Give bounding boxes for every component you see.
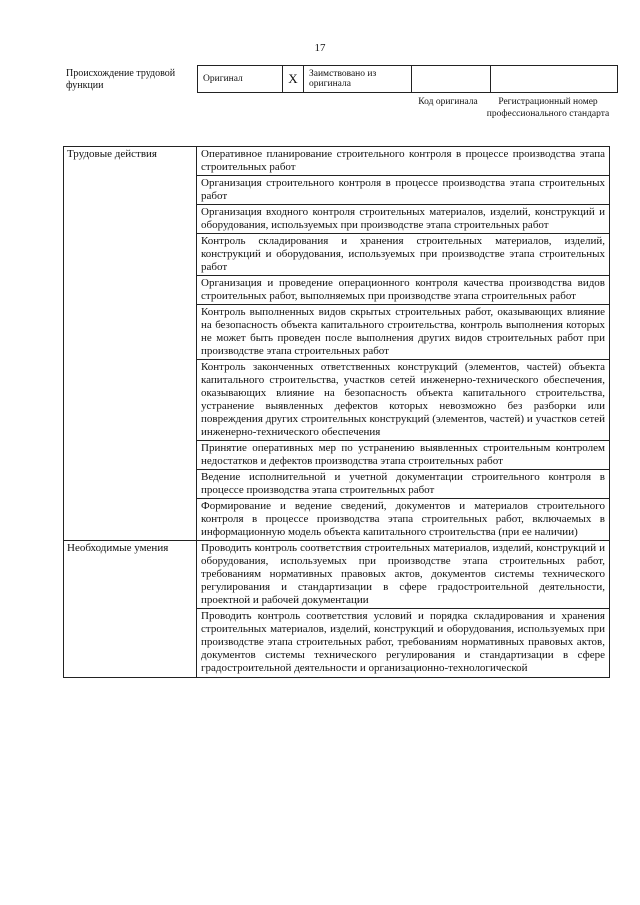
skill-item: Проводить контроль соответствия условий и порядка складирования и хранения строительных материалов, изделий, конструкций и оборудования, используемых при производстве этапа строительных работ, требованиям нормативных правовых актов, документов системы технического регулирования и стандартизации в сфере градостроительной деятельности и организационно-технологической	[197, 609, 610, 678]
skill-item: Проводить контроль соответствия строительных материалов, изделий, конструкций и оборудования, используемых при производстве этапа строительных работ, требованиям нормативных правовых актов, документов системы технического регулирования и стандартизации в сфере градостроительной деятельности, проектной и рабочей документации	[197, 541, 610, 609]
skills-category: Необходимые умения	[64, 541, 197, 678]
origin-table	[197, 65, 618, 93]
action-item: Принятие оперативных мер по устранению выявленных строительным контролем недостатков и дефектов производства этапа строительных работ	[197, 441, 610, 470]
origin-reg-number-cell	[491, 66, 618, 93]
functions-table	[63, 146, 610, 678]
origin-code-cell	[412, 66, 491, 93]
action-item: Ведение исполнительной и учетной документации строительного контроля в процессе производства этапа строительных работ	[197, 470, 610, 499]
page-number: 17	[314, 42, 326, 54]
action-item: Контроль законченных ответственных конструкций (элементов, частей) объекта капитального строительства, участков сетей инженерно-технического обеспечения, оказывающих влияние на безопасность объекта капитального строительства, устранение выявленных дефектов которых невозможно без разборки или повреждения других строительных конструкций (элементов, частей) и участков сетей инженерно-технического обеспечения	[197, 360, 610, 441]
origin-borrowed-cell: Заимствовано из оригинала	[304, 66, 412, 93]
table-row	[64, 147, 610, 176]
action-item: Контроль складирования и хранения строительных материалов, изделий, конструкций и оборудования, используемых при производстве этапа строительных работ	[197, 234, 610, 276]
table-row	[64, 541, 610, 609]
action-item: Формирование и ведение сведений, документов и материалов строительного контроля в процессе производства этапа строительных работ, включаемых в информационную модель объекта капитального строительства (при ее наличии)	[197, 499, 610, 541]
code-caption: Код оригинала	[418, 97, 478, 107]
origin-original-cell: Оригинал	[198, 66, 283, 93]
origin-label: Происхождение трудовой функции	[66, 68, 176, 91]
action-item: Организация и проведение операционного контроля качества производства видов строительных работ, выполняемых при производстве этапа строительных работ	[197, 276, 610, 305]
action-item: Организация строительного контроля в процессе производства этапа строительных работ	[197, 176, 610, 205]
reg-number-caption: Регистрационный номер профессионального стандарта	[486, 97, 610, 119]
actions-category: Трудовые действия	[64, 147, 197, 541]
action-item: Контроль выполненных видов скрытых строительных работ, оказывающих влияние на безопасность объекта капитального строительства, контроль выполнения которых не может быть проведен после выполнения других видов строительных работ при производстве этапа строительных работ	[197, 305, 610, 360]
action-item: Организация входного контроля строительных материалов, изделий, конструкций и оборудования, используемых при производстве этапа строительных работ	[197, 205, 610, 234]
action-item: Оперативное планирование строительного контроля в процессе производства этапа строительных работ	[197, 147, 610, 176]
origin-mark-cell: X	[283, 66, 304, 93]
